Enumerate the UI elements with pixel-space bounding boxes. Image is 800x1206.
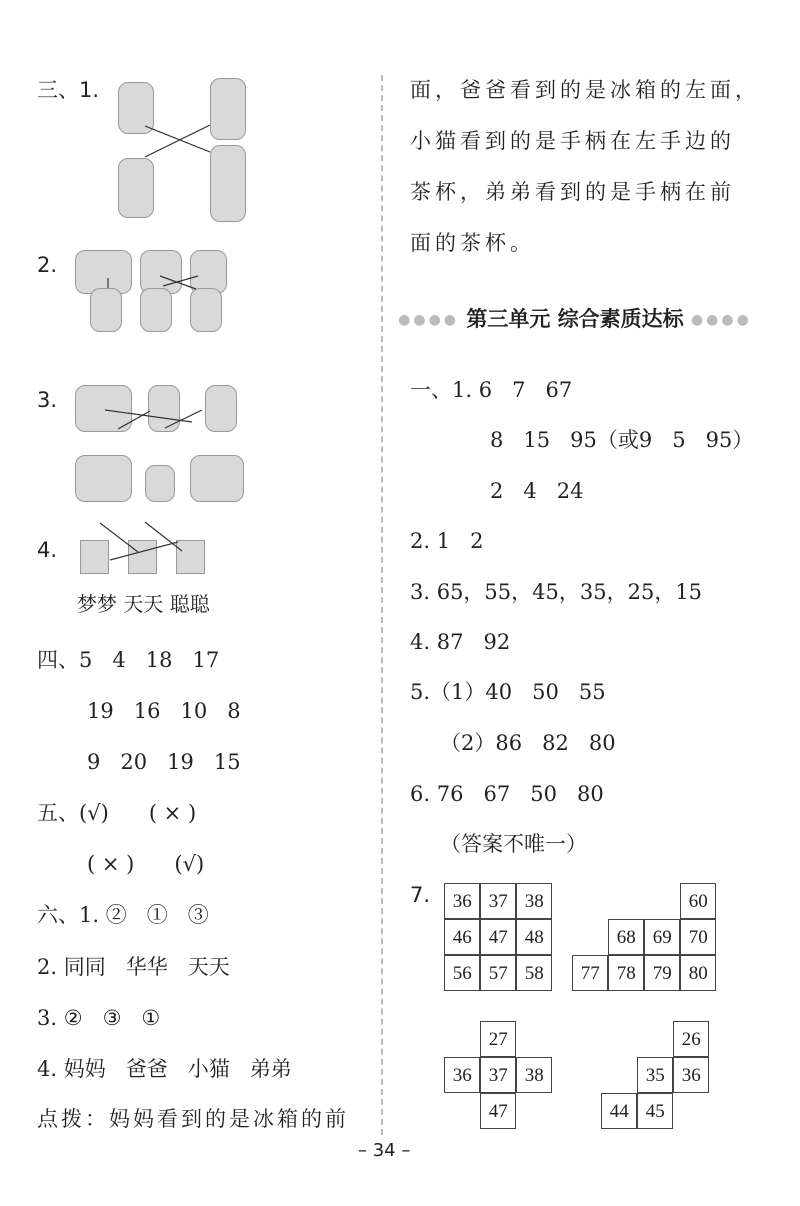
section-5-row-2: ( × ) (√): [87, 852, 205, 876]
grid-cell: 38: [516, 1057, 552, 1093]
section-3-q2-label: 2.: [37, 253, 58, 277]
grid-cell: 56: [444, 955, 480, 991]
section-6-q2: 2. 同同 华华 天天: [37, 955, 230, 979]
answer-6: 6. 76 67 50 80: [410, 782, 604, 806]
answer-4: 4. 87 92: [410, 630, 511, 654]
answer-5-2: （2）86 82 80: [440, 731, 616, 755]
grid-cell: 36: [444, 883, 480, 919]
grid-cell: 36: [673, 1057, 709, 1093]
grid-cell: 46: [444, 919, 480, 955]
grid-cell: 78: [608, 955, 644, 991]
answer-5-1: 5.（1）40 50 55: [410, 680, 606, 704]
answer-7-label: 7.: [410, 883, 431, 907]
grid-cell: 44: [601, 1093, 637, 1129]
grid-cell: 35: [637, 1057, 673, 1093]
grid-cell: 26: [673, 1021, 709, 1057]
grid-cell: 38: [516, 883, 552, 919]
answer-1-2: 8 15 95（或9 5 95）: [490, 428, 754, 452]
answer-2: 2. 1 2: [410, 529, 484, 553]
grid-cell: 48: [516, 919, 552, 955]
grid-cell: 69: [644, 919, 680, 955]
grid-cell: 79: [644, 955, 680, 991]
answer-3: 3. 65，55，45，35，25，15: [410, 580, 703, 604]
dots-decoration: ●●●●: [398, 312, 460, 328]
answer-1-3: 2 4 24: [490, 479, 584, 503]
hint-continued-3: 茶杯，弟弟看到的是手柄在前: [410, 180, 735, 204]
hint-continued-4: 面的茶杯。: [410, 231, 535, 255]
grid-cell: 80: [680, 955, 716, 991]
grid-cell: 37: [480, 1057, 516, 1093]
grid-cell: 47: [480, 1093, 516, 1129]
section-6-q4: 4. 妈妈 爸爸 小猫 弟弟: [37, 1057, 292, 1081]
section-3-q4-label: 4.: [37, 538, 58, 562]
grid-cell: 68: [608, 919, 644, 955]
hint-continued-2: 小猫看到的是手柄在左手边的: [410, 129, 735, 153]
grid-cell: 47: [480, 919, 516, 955]
section-3-q3-label: 3.: [37, 388, 58, 412]
section-4-row-3: 9 20 19 15: [87, 750, 241, 774]
section-4-row-1: 四、5 4 18 17: [37, 648, 220, 672]
section-3-q4-names: 梦梦 天天 聪聪: [77, 592, 210, 616]
section-4-row-2: 19 16 10 8: [87, 699, 241, 723]
grid-cell: 77: [572, 955, 608, 991]
unit-title: 第三单元 综合素质达标: [466, 307, 684, 331]
answer-1-1: 一、1. 6 7 67: [410, 378, 573, 402]
section-5-row-1: 五、(√) ( × ): [37, 801, 197, 825]
grid-cell: 58: [516, 955, 552, 991]
hint-continued-1: 面，爸爸看到的是冰箱的左面，: [410, 78, 760, 102]
grid-cell: 57: [480, 955, 516, 991]
section-6-q1: 六、1. ② ① ③: [37, 903, 209, 927]
grid-cell: 27: [480, 1021, 516, 1057]
dots-decoration: ●●●●: [690, 312, 752, 328]
section-6-q3: 3. ② ③ ①: [37, 1006, 161, 1030]
grid-cell: 70: [680, 919, 716, 955]
hint-text: 点拨：妈妈看到的是冰箱的前: [37, 1107, 349, 1131]
grid-cell: 36: [444, 1057, 480, 1093]
grid-cell: 37: [480, 883, 516, 919]
unit-heading: [395, 303, 755, 333]
grid-cell: 45: [637, 1093, 673, 1129]
answer-6-note: （答案不唯一）: [440, 832, 587, 856]
section-3-q1-label: 三、1.: [37, 78, 100, 102]
matching-lines: [0, 0, 400, 620]
grid-cell: 60: [680, 883, 716, 919]
page-number: – 34 –: [358, 1140, 411, 1161]
